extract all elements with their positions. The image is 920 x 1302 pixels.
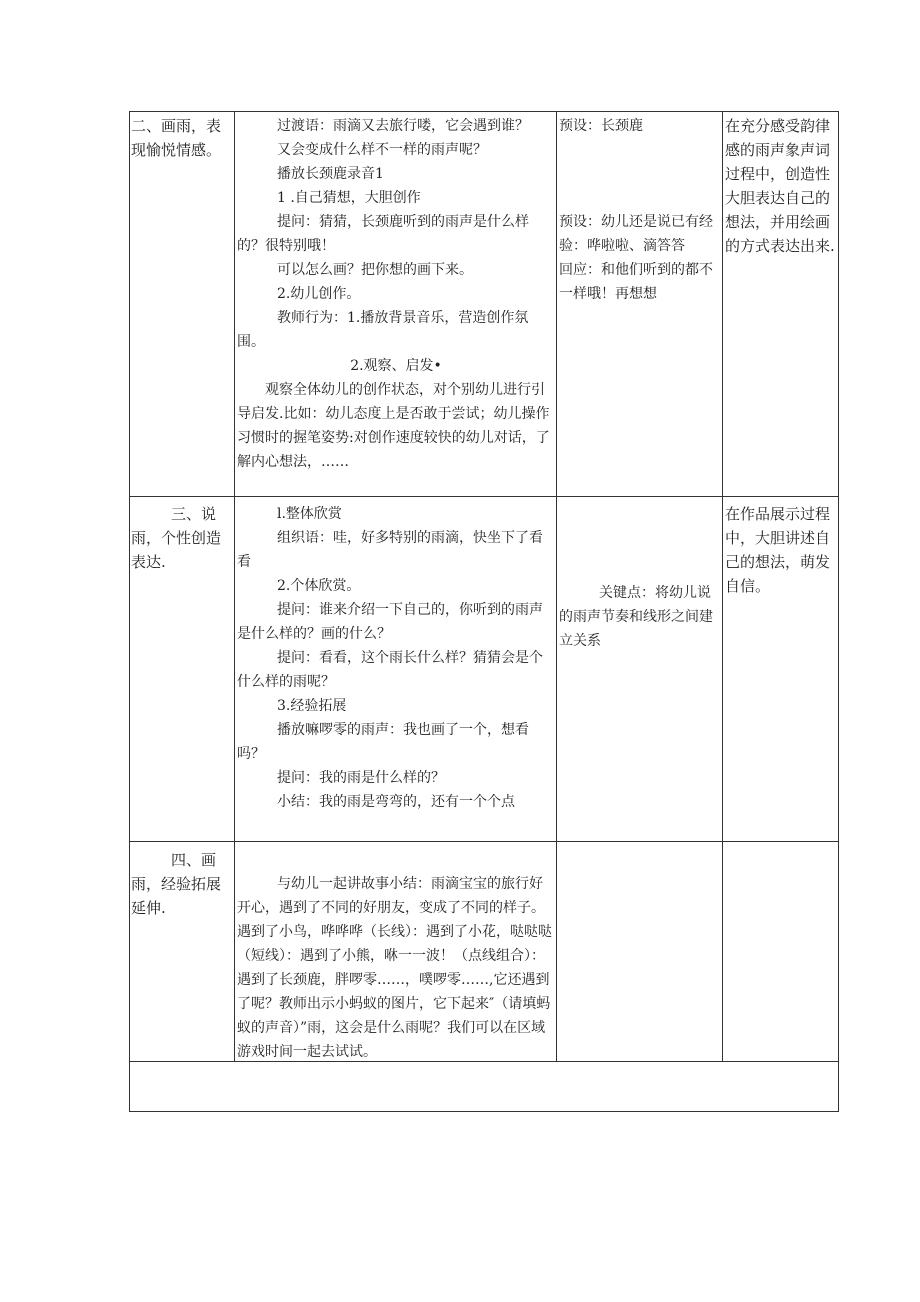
content-line: 与幼儿一起讲故事小结：雨滴宝宝的旅行好开心，遇到了不同的好朋友，变成了不同的样子。遇到了小鸟，哗哗哗（长线）：遇到了小花，哒哒哒（短线）：遇到了小熊，咻一一波！（点线组合）：遇到了长颈鹿，胖啰零……，噗啰零……,它还遇到了呢？教师出示小蚂蚁的图片，它下起来″（请填蚂蚁的声音）”雨，这会是什么雨呢？我们可以在区域游戏时间一起去试试。 bbox=[237, 876, 552, 1060]
content-line: 3.经验拓展 bbox=[277, 698, 347, 714]
stage-label: 二、画雨，表现愉悦情感。 bbox=[131, 117, 222, 159]
table-border-left bbox=[129, 111, 130, 1112]
notes-cell bbox=[559, 581, 722, 653]
content-line: 小结：我的雨是弯弯的，还有一个个点 bbox=[277, 794, 515, 810]
content-line: 提问：我的雨是什么样的？ bbox=[277, 770, 445, 786]
content-cell bbox=[237, 502, 555, 814]
purpose-cell bbox=[725, 114, 838, 258]
note-line: 预设：长颈鹿 bbox=[559, 118, 643, 134]
column-divider bbox=[722, 111, 723, 1062]
note-line: 关键点：将幼儿说的雨声节奏和线形之间建立关系 bbox=[559, 585, 713, 649]
table-border-top bbox=[129, 111, 839, 112]
content-line: 又会变成什么样不一样的雨声呢？ bbox=[277, 142, 487, 158]
row-divider bbox=[129, 496, 839, 497]
note-line: 回应：和他们听到的都不一样哦！再想想 bbox=[559, 262, 713, 302]
content-line: 组织语：哇，好多特别的雨滴，快坐下了看看 bbox=[237, 530, 543, 570]
content-line: 提问：谁来介绍一下自己的，你听到的雨声是什么样的？画的什么？ bbox=[237, 602, 543, 642]
content-line: l.整体欣赏 bbox=[277, 506, 342, 522]
content-line: 2.观察、启发• bbox=[350, 358, 442, 374]
content-line: 播放嘛啰零的雨声：我也画了一个，想看吗？ bbox=[237, 722, 529, 762]
purpose-cell bbox=[725, 502, 838, 598]
column-divider bbox=[234, 111, 235, 1062]
content-cell bbox=[237, 114, 555, 474]
stage-cell bbox=[131, 114, 233, 162]
content-line: 教师行为：1.播放背景音乐，营造创作氛围。 bbox=[237, 310, 529, 350]
content-cell bbox=[237, 872, 555, 1064]
purpose-text: 在充分感受韵律感的雨声象声词过程中，创造性大胆表达自己的想法，并用绘画的方式表达出来. bbox=[725, 117, 835, 255]
content-line: 播放长颈鹿录音1 bbox=[277, 166, 384, 182]
stage-cell bbox=[131, 848, 233, 920]
content-line: 可以怎么画？把你想的画下来。 bbox=[277, 262, 473, 278]
stage-label: 三、说雨，个性创造表达. bbox=[131, 505, 222, 571]
table-border-right bbox=[838, 111, 839, 1112]
note-line: 预设：幼儿还是说已有经验：哗啦啦、滴答答 bbox=[559, 214, 713, 254]
content-line: 2.幼儿创作。 bbox=[277, 286, 361, 302]
stage-label: 四、画雨，经验拓展延伸. bbox=[131, 851, 222, 917]
content-line: 观察全体幼儿的创作状态，对个别幼儿进行引导启发.比如：幼儿态度上是否敢于尝试；幼儿操作习惯时的握笔姿势:对创作速度较快的幼儿对话，了解内心想法，…… bbox=[237, 382, 550, 470]
column-divider bbox=[556, 111, 557, 1062]
content-line: 1 .自己猜想，大胆创作 bbox=[277, 190, 421, 206]
row-divider bbox=[129, 841, 839, 842]
stage-cell bbox=[131, 502, 233, 574]
notes-cell bbox=[559, 114, 722, 306]
table-border-bottom bbox=[129, 1111, 839, 1112]
content-line: 提问：猜猜，长颈鹿听到的雨声是什么样的？很特别哦！ bbox=[237, 214, 529, 254]
lesson-plan-table bbox=[129, 111, 839, 1112]
content-line: 过渡语：雨滴又去旅行喽，它会遇到谁？ bbox=[277, 118, 529, 134]
purpose-text: 在作品展示过程中，大胆讲述自己的想法，萌发自信。 bbox=[725, 505, 831, 595]
content-line: 2.个体欣赏。 bbox=[277, 578, 361, 594]
content-line: 提问：看看，这个雨长什么样？猜猜会是个什么样的雨呢？ bbox=[237, 650, 543, 690]
